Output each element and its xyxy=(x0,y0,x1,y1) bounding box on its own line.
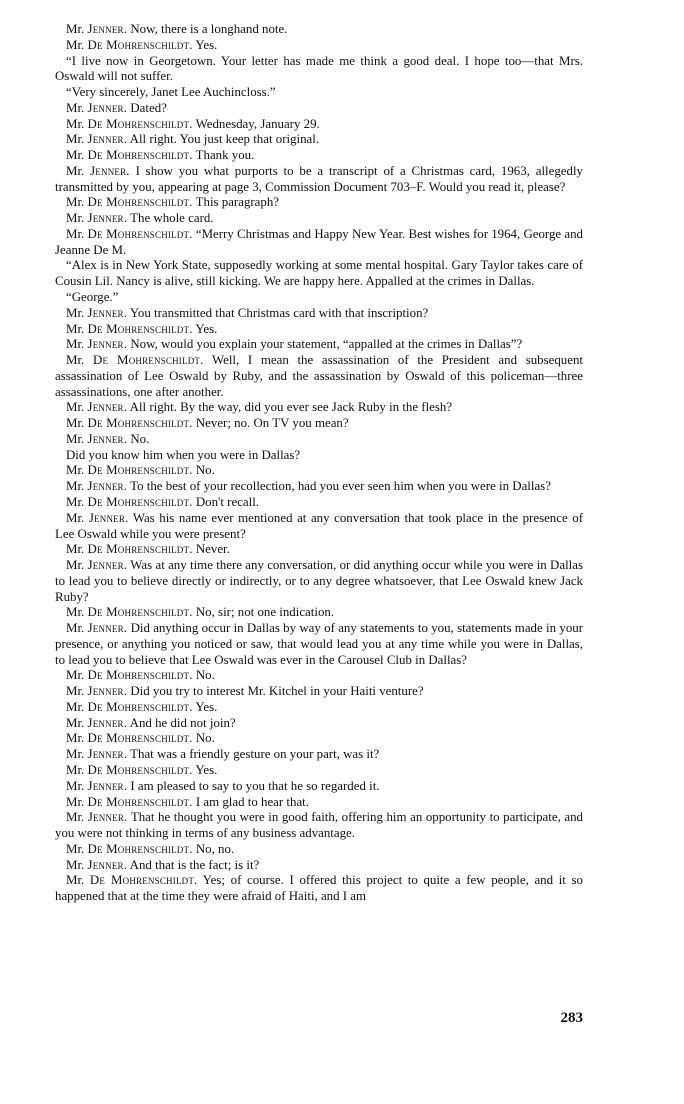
speaker-title: Mr. xyxy=(66,195,85,210)
speaker-name: De Mohrenschildt. xyxy=(87,416,193,431)
paragraph-text: Well, I mean the assassination of the President and subsequent assassination of Lee Oswald by Ruby, and the assassination by Oswald of this policeman—three assassinations, one after another. xyxy=(55,353,583,399)
paragraph-text: “Very sincerely, Janet Lee Auchincloss.” xyxy=(66,85,276,100)
speaker-name: De Mohrenschildt. xyxy=(87,762,193,777)
speaker-name: Jenner. xyxy=(88,510,129,525)
speaker-title: Mr. xyxy=(66,605,85,620)
speaker-name: De Mohrenschildt. xyxy=(87,321,193,336)
paragraph-text: Yes; of course. I offered this project to quite a few people, and it so happened that at the time they were afraid of Haiti, and I am xyxy=(55,873,583,904)
speaker-title: Mr. xyxy=(66,37,85,52)
testimony-paragraph xyxy=(55,164,583,196)
paragraph-text: Dated? xyxy=(130,100,167,115)
speaker-name: De Mohrenschildt. xyxy=(87,148,193,163)
speaker-title: Mr. xyxy=(66,431,85,446)
speaker-name: Jenner. xyxy=(87,100,128,115)
paragraph-text: “Merry Christmas and Happy New Year. Best wishes for 1964, George and Jeanne De M. xyxy=(55,226,583,257)
speaker-name: Jenner. xyxy=(87,132,128,147)
speaker-name: De Mohrenschildt. xyxy=(87,668,193,683)
speaker-name: Jenner. xyxy=(87,400,128,415)
paragraph-text: Thank you. xyxy=(195,148,255,163)
paragraph-text: Was at any time there any conversation, or did anything occur while you were in Dallas to lead you to believe directly or indirectly, or to any degree whatsoever, that Lee Oswald knew Jack Ruby? xyxy=(55,558,583,604)
speaker-title: Mr. xyxy=(66,762,85,777)
speaker-title: Mr. xyxy=(66,132,85,147)
paragraph-text: I show you what purports to be a transcript of a Christmas card, 1963, allegedly transmitted by you, appearing at page 3, Commission Document 703–F. Would you read it, please? xyxy=(55,163,583,194)
paragraph-text: This paragraph? xyxy=(195,195,280,210)
paragraph-text: All right. By the way, did you ever see Jack Ruby in the flesh? xyxy=(129,400,453,415)
speaker-name: De Mohrenschildt. xyxy=(87,37,193,52)
speaker-title: Mr. xyxy=(66,684,85,699)
testimony-paragraph xyxy=(55,873,583,905)
paragraph-text: No. xyxy=(195,668,215,683)
speaker-title: Mr. xyxy=(66,778,85,793)
paragraph-text: No. xyxy=(130,431,150,446)
quoted-paragraph xyxy=(55,85,583,101)
testimony-paragraph xyxy=(55,779,583,795)
quoted-paragraph xyxy=(55,448,583,464)
speaker-name: De Mohrenschildt. xyxy=(87,226,193,241)
testimony-paragraph xyxy=(55,605,583,621)
transcript-body xyxy=(55,22,583,905)
testimony-paragraph xyxy=(55,511,583,543)
testimony-paragraph xyxy=(55,463,583,479)
speaker-title: Mr. xyxy=(66,715,85,730)
paragraph-text: And that is the fact; is it? xyxy=(129,857,260,872)
speaker-title: Mr. xyxy=(66,621,85,636)
speaker-name: Jenner. xyxy=(87,684,128,699)
testimony-paragraph xyxy=(55,731,583,747)
paragraph-text: Now, would you explain your statement, “appalled at the crimes in Dallas”? xyxy=(130,337,523,352)
testimony-paragraph xyxy=(55,842,583,858)
paragraph-text: Did you try to interest Mr. Kitchel in your Haiti venture? xyxy=(130,684,424,699)
paragraph-text: Yes. xyxy=(195,321,218,336)
paragraph-text: Yes. xyxy=(195,699,218,714)
testimony-paragraph xyxy=(55,38,583,54)
speaker-title: Mr. xyxy=(66,731,85,746)
testimony-paragraph xyxy=(55,716,583,732)
testimony-paragraph xyxy=(55,101,583,117)
testimony-paragraph xyxy=(55,479,583,495)
speaker-name: Jenner. xyxy=(90,163,130,178)
speaker-name: Jenner. xyxy=(87,431,128,446)
speaker-name: Jenner. xyxy=(87,810,128,825)
paragraph-text: That was a friendly gesture on your part, was it? xyxy=(130,747,380,762)
speaker-name: De Mohrenschildt. xyxy=(87,195,193,210)
paragraph-text: Did you know him when you were in Dallas? xyxy=(66,447,301,462)
speaker-name: De Mohrenschildt. xyxy=(87,494,193,509)
speaker-title: Mr. xyxy=(66,558,85,573)
testimony-paragraph xyxy=(55,621,583,668)
speaker-title: Mr. xyxy=(66,699,85,714)
speaker-title: Mr. xyxy=(66,542,85,557)
speaker-title: Mr. xyxy=(66,668,85,683)
speaker-title: Mr. xyxy=(66,873,85,888)
speaker-name: Jenner. xyxy=(87,715,128,730)
paragraph-text: Don't recall. xyxy=(195,494,260,509)
paragraph-text: I am pleased to say to you that he so regarded it. xyxy=(130,778,380,793)
speaker-name: De Mohrenschildt. xyxy=(87,116,193,131)
testimony-paragraph xyxy=(55,22,583,38)
speaker-title: Mr. xyxy=(66,148,85,163)
testimony-paragraph xyxy=(55,432,583,448)
paragraph-text: Did anything occur in Dallas by way of any statements to you, statements made in your presence, or anything you noticed or saw, that would lead you at any time while you were in Dallas, to lead you to believe that Lee Oswald was ever in the Carousel Club in Dallas? xyxy=(55,621,583,667)
speaker-title: Mr. xyxy=(66,416,85,431)
speaker-title: Mr. xyxy=(66,747,85,762)
testimony-paragraph xyxy=(55,542,583,558)
testimony-paragraph xyxy=(55,211,583,227)
speaker-name: Jenner. xyxy=(87,305,128,320)
speaker-name: Jenner. xyxy=(87,479,128,494)
paragraph-text: Yes. xyxy=(195,762,218,777)
speaker-name: Jenner. xyxy=(87,22,128,36)
speaker-title: Mr. xyxy=(66,400,85,415)
testimony-paragraph xyxy=(55,337,583,353)
speaker-title: Mr. xyxy=(66,810,85,825)
speaker-title: Mr. xyxy=(66,321,85,336)
testimony-paragraph xyxy=(55,117,583,133)
speaker-title: Mr. xyxy=(66,211,85,226)
speaker-name: Jenner. xyxy=(87,621,128,636)
speaker-title: Mr. xyxy=(66,494,85,509)
paragraph-text: Now, there is a longhand note. xyxy=(130,22,288,36)
speaker-name: De Mohrenschildt. xyxy=(89,873,198,888)
paragraph-text: Yes. xyxy=(195,37,218,52)
testimony-paragraph xyxy=(55,795,583,811)
testimony-paragraph xyxy=(55,858,583,874)
speaker-title: Mr. xyxy=(66,22,85,36)
testimony-paragraph xyxy=(55,195,583,211)
paragraph-text: “I live now in Georgetown. Your letter has made me think a good deal. I hope too—that Mrs. Oswald will not suffer. xyxy=(55,53,583,84)
speaker-name: De Mohrenschildt. xyxy=(87,841,193,856)
speaker-title: Mr. xyxy=(66,163,85,178)
speaker-title: Mr. xyxy=(66,116,85,131)
speaker-name: Jenner. xyxy=(87,778,128,793)
paragraph-text: No. xyxy=(195,731,215,746)
speaker-name: Jenner. xyxy=(87,337,128,352)
speaker-title: Mr. xyxy=(66,337,85,352)
speaker-title: Mr. xyxy=(66,479,85,494)
paragraph-text: To the best of your recollection, had you ever seen him when you were in Dallas? xyxy=(130,479,551,494)
testimony-paragraph xyxy=(55,416,583,432)
paragraph-text: “George.” xyxy=(66,290,119,305)
testimony-paragraph xyxy=(55,132,583,148)
testimony-paragraph xyxy=(55,684,583,700)
testimony-paragraph xyxy=(55,558,583,605)
speaker-name: De Mohrenschildt. xyxy=(87,794,193,809)
paragraph-text: “Alex is in New York State, supposedly working at some mental hospital. Gary Taylor takes care of Cousin Lil. Nancy is alive, still kicking. We are happy here. Appalled at the crimes in Dallas. xyxy=(55,258,583,289)
speaker-name: De Mohrenschildt. xyxy=(92,353,204,368)
quoted-paragraph xyxy=(55,290,583,306)
paragraph-text: I am glad to hear that. xyxy=(195,794,309,809)
testimony-paragraph xyxy=(55,495,583,511)
testimony-paragraph xyxy=(55,322,583,338)
speaker-title: Mr. xyxy=(66,510,85,525)
testimony-paragraph xyxy=(55,668,583,684)
paragraph-text: That he thought you were in good faith, offering him an opportunity to participate, and you were not thinking in terms of any business advantage. xyxy=(55,810,583,841)
speaker-title: Mr. xyxy=(66,100,85,115)
speaker-name: De Mohrenschildt. xyxy=(87,731,193,746)
paragraph-text: Never; no. On TV you mean? xyxy=(195,416,349,431)
testimony-paragraph xyxy=(55,700,583,716)
speaker-title: Mr. xyxy=(66,353,85,368)
testimony-paragraph xyxy=(55,227,583,259)
paragraph-text: All right. You just keep that original. xyxy=(129,132,320,147)
paragraph-text: The whole card. xyxy=(130,211,214,226)
testimony-paragraph xyxy=(55,747,583,763)
speaker-name: De Mohrenschildt. xyxy=(87,605,193,620)
testimony-paragraph xyxy=(55,148,583,164)
testimony-paragraph xyxy=(55,306,583,322)
paragraph-text: And he did not join? xyxy=(129,715,236,730)
speaker-title: Mr. xyxy=(66,226,85,241)
paragraph-text: No. xyxy=(195,463,215,478)
speaker-name: Jenner. xyxy=(87,857,128,872)
quoted-paragraph xyxy=(55,54,583,86)
speaker-name: Jenner. xyxy=(87,747,128,762)
speaker-name: Jenner. xyxy=(87,558,128,573)
speaker-title: Mr. xyxy=(66,794,85,809)
paragraph-text: No, no. xyxy=(195,841,235,856)
testimony-paragraph xyxy=(55,763,583,779)
testimony-paragraph xyxy=(55,810,583,842)
page-number: 283 xyxy=(560,1010,583,1026)
speaker-name: Jenner. xyxy=(87,211,128,226)
testimony-paragraph xyxy=(55,400,583,416)
speaker-title: Mr. xyxy=(66,841,85,856)
speaker-title: Mr. xyxy=(66,857,85,872)
speaker-name: De Mohrenschildt. xyxy=(87,542,193,557)
paragraph-text: Was his name ever mentioned at any conversation that took place in the presence of Lee Oswald while you were present? xyxy=(55,510,583,541)
testimony-paragraph xyxy=(55,353,583,400)
speaker-title: Mr. xyxy=(66,305,85,320)
paragraph-text: You transmitted that Christmas card with that inscription? xyxy=(129,305,429,320)
paragraph-text: No, sir; not one indication. xyxy=(195,605,335,620)
speaker-name: De Mohrenschildt. xyxy=(87,699,193,714)
speaker-name: De Mohrenschildt. xyxy=(87,463,193,478)
quoted-paragraph xyxy=(55,258,583,290)
paragraph-text: Wednesday, January 29. xyxy=(195,116,320,131)
speaker-title: Mr. xyxy=(66,463,85,478)
paragraph-text: Never. xyxy=(195,542,230,557)
